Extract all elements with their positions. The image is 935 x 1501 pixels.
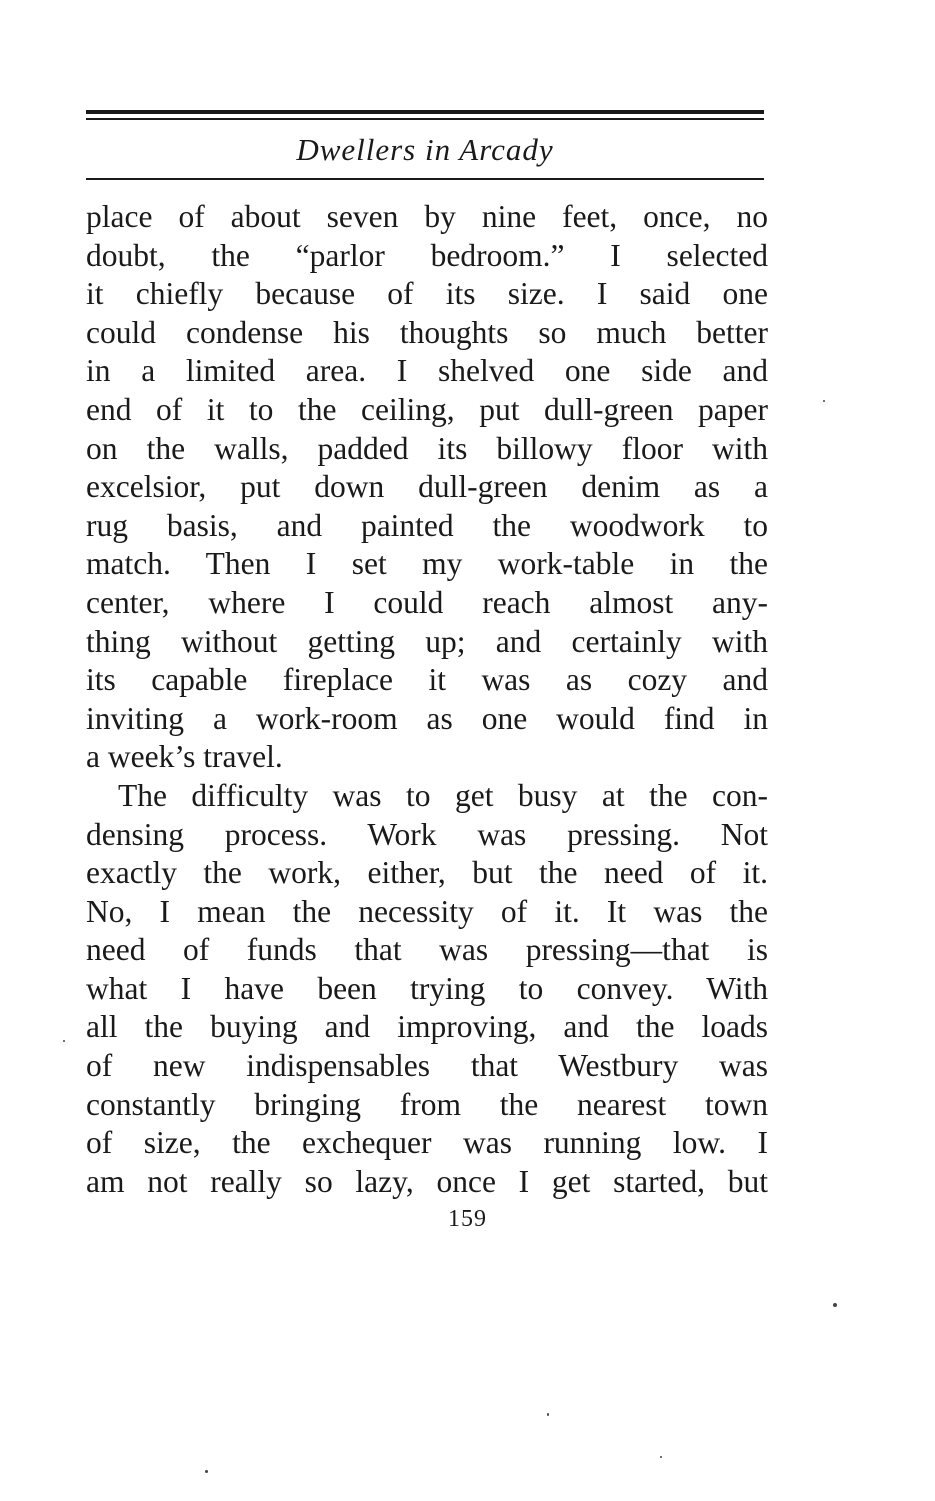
text-line: The difficulty was to get busy at the con-: [118, 777, 768, 813]
running-head-rule: [86, 178, 764, 180]
text-line: exactly the work, either, but the need of it.: [86, 855, 768, 891]
text-line: of new indispensables that Westbury was: [86, 1048, 768, 1084]
page-number: 159: [448, 1206, 487, 1232]
text-line: of size, the exchequer was running low. I: [86, 1125, 768, 1161]
scan-speck: [660, 1456, 662, 1458]
body-text: [86, 198, 768, 1201]
text-line: all the buying and improving, and the loads: [86, 1009, 768, 1045]
text-line: could condense his thoughts so much better: [86, 314, 768, 350]
scan-speck: [823, 400, 825, 402]
scan-speck: [205, 1470, 208, 1473]
text-line: place of about seven by nine feet, once, no: [86, 199, 768, 234]
text-line: thing without getting up; and certainly with: [86, 623, 768, 659]
scan-speck: [833, 1303, 837, 1307]
scan-speck: [547, 1413, 549, 1416]
header-rule-thin: [86, 118, 764, 120]
text-line: densing process. Work was pressing. Not: [86, 816, 768, 852]
text-line: No, I mean the necessity of it. It was the: [86, 893, 768, 929]
text-line: end of it to the ceiling, put dull-green paper: [86, 391, 768, 427]
text-line: its capable fireplace it was as cozy and: [86, 662, 768, 698]
text-line: inviting a work-room as one would find in: [86, 700, 768, 736]
text-line: excelsior, put down dull-green denim as a: [86, 469, 768, 505]
text-line: it chiefly because of its size. I said one: [86, 276, 768, 312]
text-line: in a limited area. I shelved one side and: [86, 353, 768, 389]
text-line: doubt, the “parlor bedroom.” I selected: [86, 237, 768, 273]
running-head: Dwellers in Arcady: [296, 132, 554, 167]
text-line: what I have been trying to convey. With: [86, 970, 768, 1006]
text-line: on the walls, padded its billowy floor with: [86, 430, 768, 466]
text-line: a week’s travel.: [86, 739, 283, 775]
text-line: am not really so lazy, once I get started, but: [86, 1163, 768, 1199]
text-line: rug basis, and painted the woodwork to: [86, 507, 768, 543]
header-rule-thick: [86, 110, 764, 114]
text-line: center, where I could reach almost any-: [86, 584, 768, 620]
text-line: constantly bringing from the nearest town: [86, 1086, 768, 1122]
text-line: need of funds that was pressing—that is: [86, 932, 768, 968]
text-line: match. Then I set my work-table in the: [86, 546, 768, 582]
scan-speck: [63, 1040, 65, 1042]
